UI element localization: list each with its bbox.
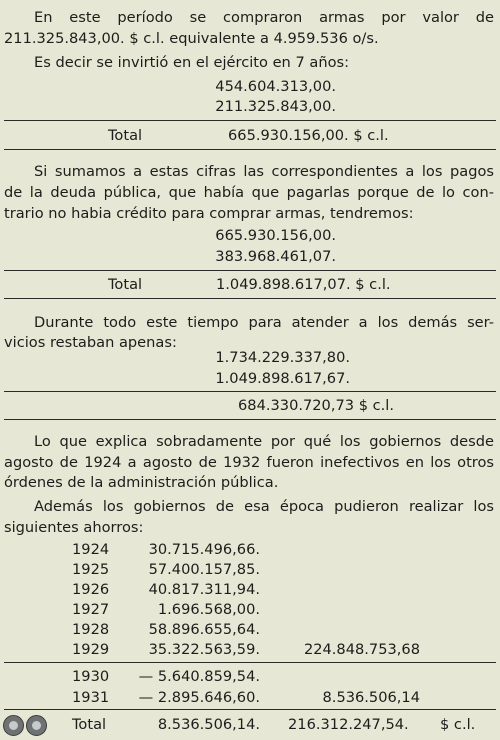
savings-year: 1924	[72, 541, 110, 558]
p3-amount-2: 383.968.461,07.	[215, 248, 336, 265]
p4-amount-2: 1.049.898.617,67.	[215, 370, 350, 387]
divider	[4, 120, 496, 121]
p4-line1: Durante todo este tiempo para atender a los demás ser-	[34, 314, 494, 331]
savings-amount: 30.715.496,66.	[148, 541, 260, 558]
savings-subtotal: 8.536.506,14	[322, 689, 420, 706]
p6-line2: siguientes ahorros:	[4, 519, 144, 536]
p2-total-label: Total	[108, 127, 143, 144]
savings-amount: — 2.895.646,60.	[138, 689, 260, 706]
divider	[4, 270, 496, 271]
stamp-icon	[26, 715, 47, 736]
savings-year: 1925	[72, 561, 110, 578]
divider	[4, 298, 496, 299]
savings-year: 1926	[72, 581, 110, 598]
p3-line2: de la deuda pública, que había que pagarlas porque de lo con-	[4, 184, 494, 201]
savings-year: 1930	[72, 668, 110, 685]
p4-result: 684.330.720,73 $ c.l.	[238, 397, 394, 414]
p5-line2: agosto de 1924 a agosto de 1932 fueron inefectivos en los otros	[4, 454, 494, 471]
savings-amount: 58.896.655,64.	[148, 621, 260, 638]
savings-total-sum: 216.312.247,54.	[288, 716, 409, 733]
divider	[4, 662, 496, 663]
savings-year: 1928	[72, 621, 110, 638]
p2-amount-1: 454.604.313,00.	[215, 78, 336, 95]
savings-subtotal: 224.848.753,68	[303, 641, 420, 658]
p4-amount-1: 1.734.229.337,80.	[215, 349, 350, 366]
savings-year: 1931	[72, 689, 110, 706]
p3-total-label: Total	[108, 276, 143, 293]
p1-line1: En este período se compraron armas por valor de	[34, 9, 494, 26]
savings-amount: 40.817.311,94.	[148, 581, 260, 598]
p2-amount-2: 211.325.843,00.	[215, 98, 336, 115]
p5-line1: Lo que explica sobradamente por qué los gobiernos desde	[34, 433, 494, 450]
savings-amount: 35.322.563,59.	[148, 641, 260, 658]
p3-line1: Si sumamos a estas cifras las correspondientes a los pagos	[34, 163, 494, 180]
savings-amount: 1.696.568,00.	[157, 601, 260, 618]
savings-currency: $ c.l.	[440, 716, 476, 733]
divider	[4, 419, 496, 420]
p3-amount-1: 665.930.156,00.	[215, 227, 336, 244]
p4-line2: vicios restaban apenas:	[4, 334, 177, 351]
savings-total-amount: 8.536.506,14.	[157, 716, 260, 733]
savings-total-label: Total	[72, 716, 107, 733]
savings-amount: — 5.640.859,54.	[138, 668, 260, 685]
p6-line1: Además los gobiernos de esa época pudieron realizar los	[34, 498, 494, 515]
p5-line3: órdenes de la administración pública.	[4, 474, 279, 491]
p2-total-value: 665.930.156,00. $ c.l.	[228, 127, 389, 144]
stamp-icon	[3, 715, 24, 736]
p3-line3: trario no habia crédito para comprar armas, tendremos:	[4, 205, 414, 222]
p2-intro: Es decir se invirtió en el ejército en 7 años:	[34, 54, 350, 71]
divider	[4, 709, 496, 710]
p3-total-value: 1.049.898.617,07. $ c.l.	[216, 276, 391, 293]
divider	[4, 391, 496, 392]
savings-year: 1929	[72, 641, 110, 658]
savings-year: 1927	[72, 601, 110, 618]
p1-line2: 211.325.843,00. $ c.l. equivalente a 4.959.536 o/s.	[4, 30, 379, 47]
savings-amount: 57.400.157,85.	[148, 561, 260, 578]
divider	[4, 149, 496, 150]
